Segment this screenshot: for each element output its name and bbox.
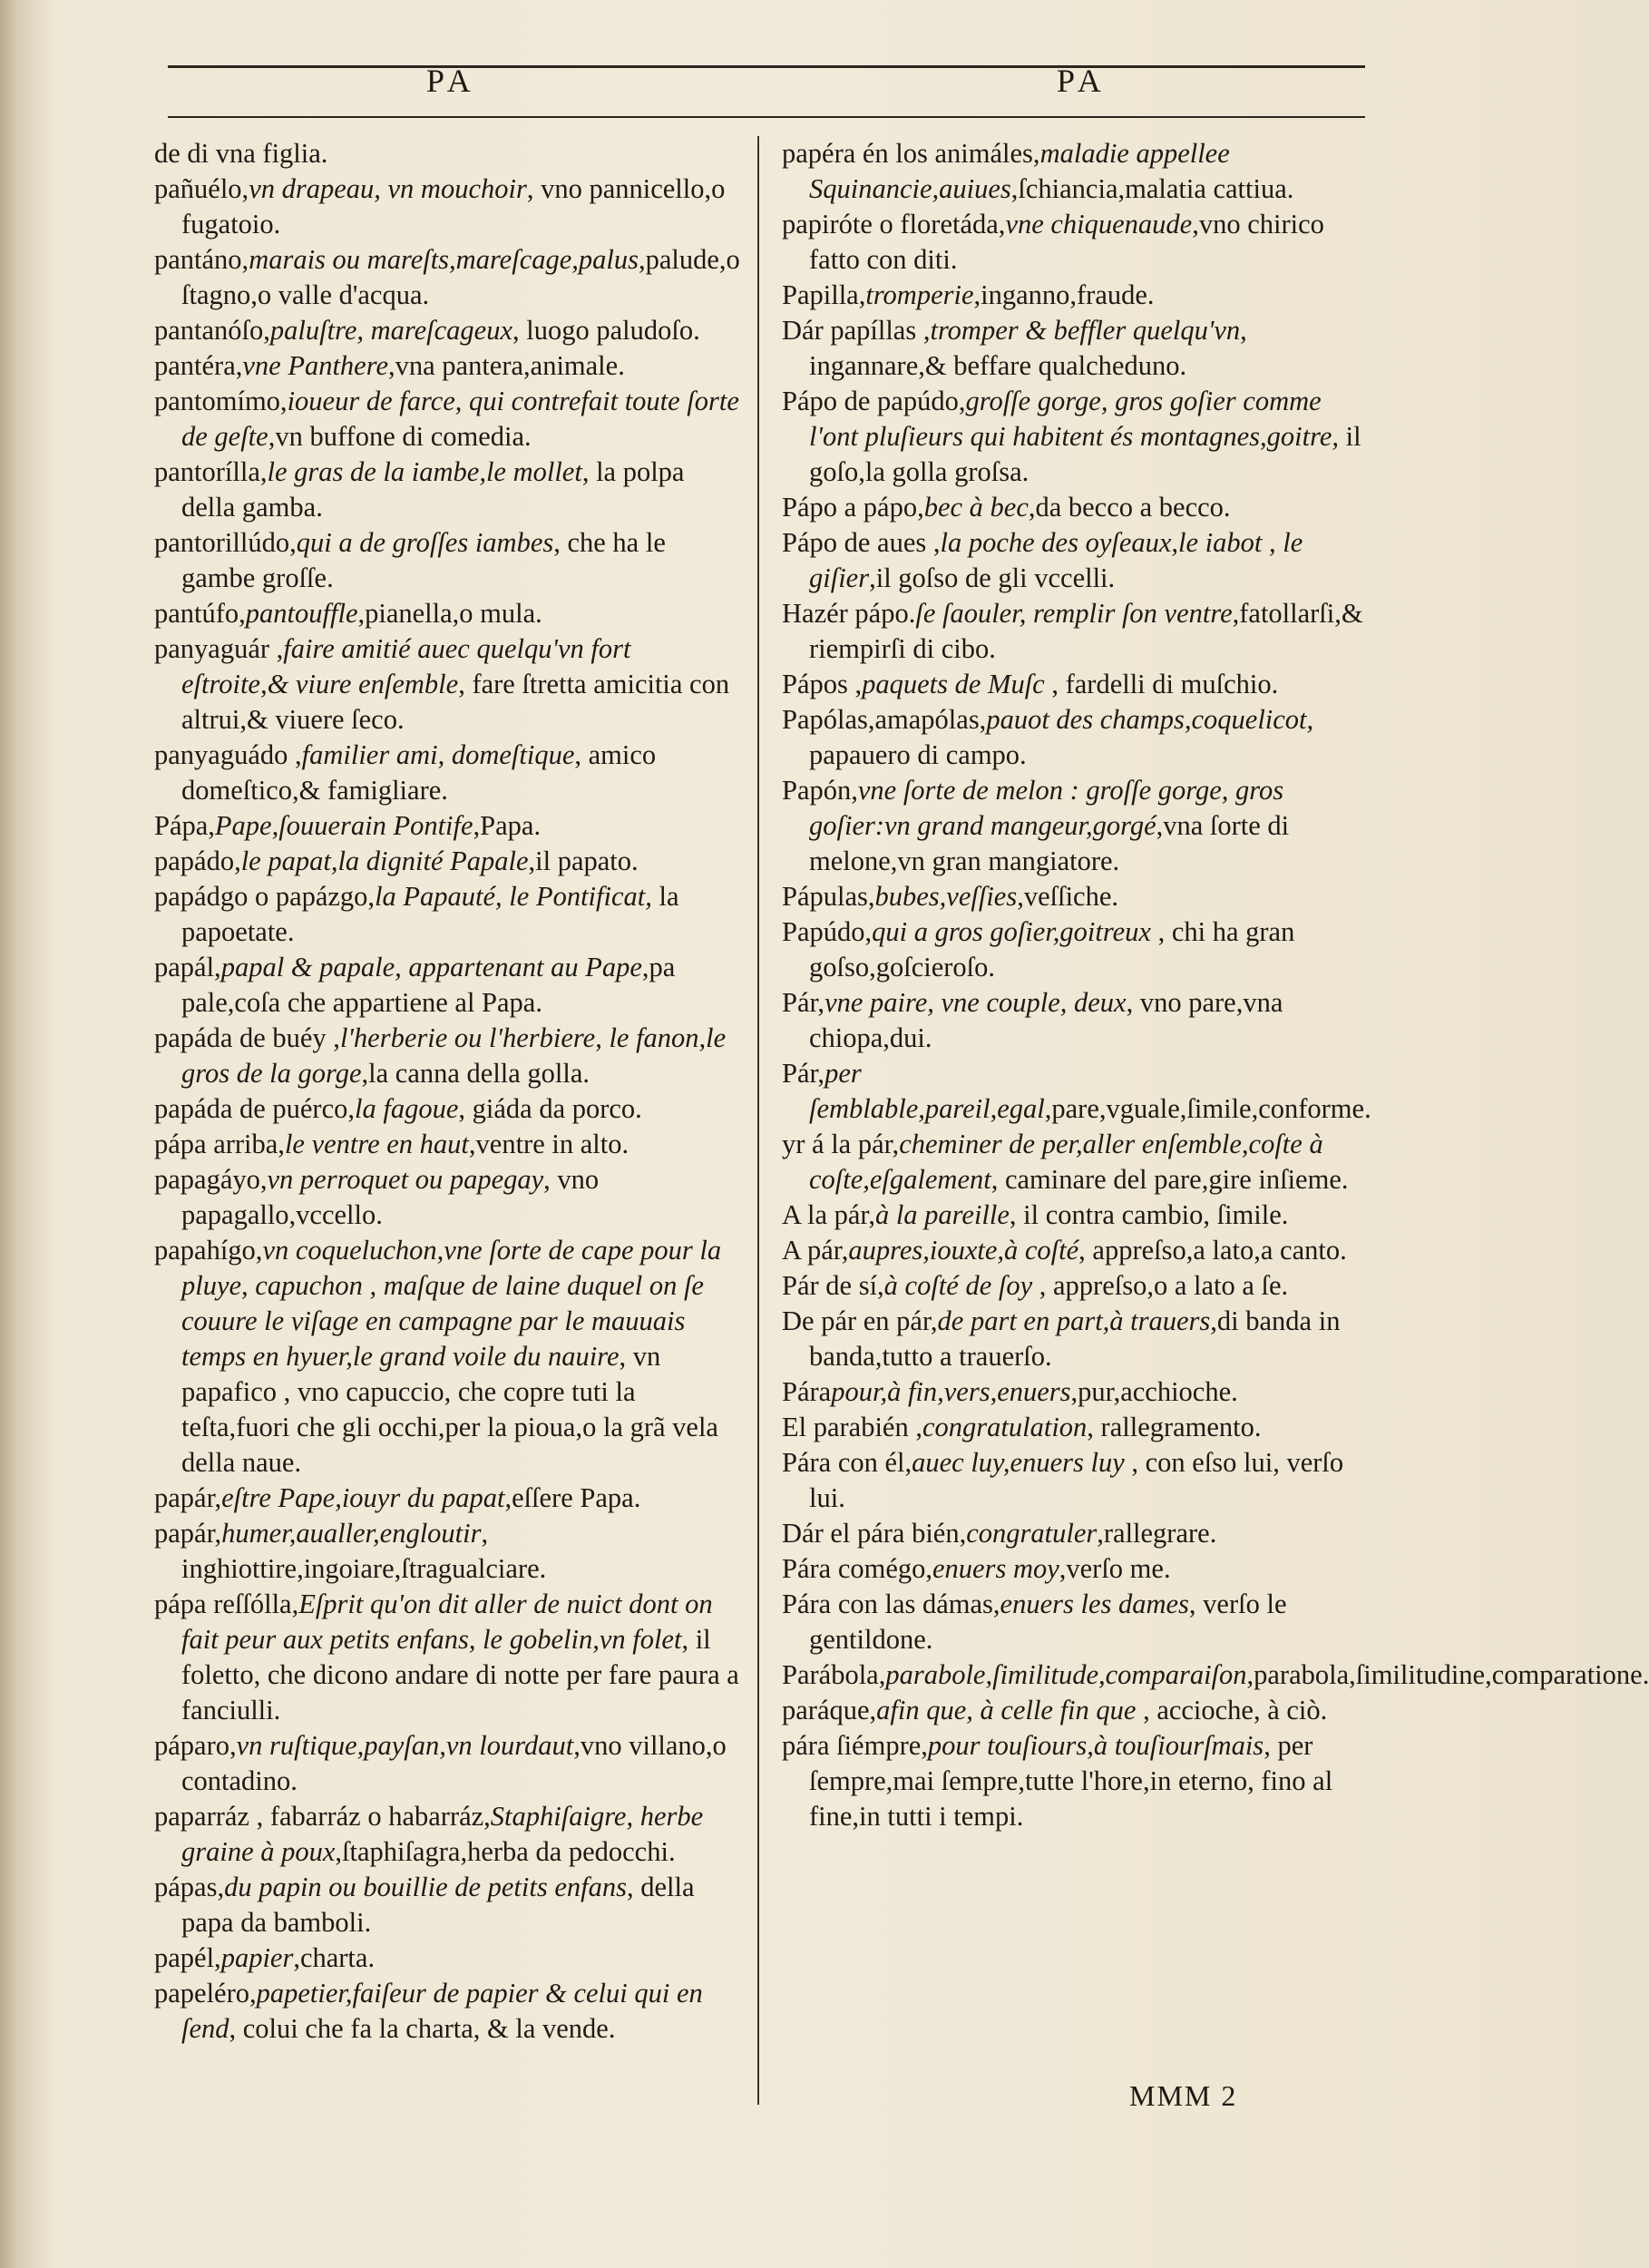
dictionary-entry bbox=[782, 879, 1371, 914]
headword: Pár de sí, bbox=[782, 1270, 884, 1301]
italian-gloss: ,vno villano,o contadino. bbox=[181, 1730, 727, 1796]
italian-gloss: ,charta. bbox=[293, 1942, 376, 1973]
dictionary-entry bbox=[154, 808, 744, 844]
italian-gloss: , vno papagallo,vccello. bbox=[181, 1164, 600, 1230]
headword: De pár en pár, bbox=[782, 1305, 938, 1336]
italian-gloss: , verſo le gentildone. bbox=[809, 1589, 1287, 1655]
french-gloss: Pape,ſouuerain Pontife bbox=[214, 810, 473, 841]
headword: Papólas,amapólas, bbox=[782, 704, 987, 735]
headword: Pápa, bbox=[154, 810, 215, 841]
french-gloss: afin que, à celle fin que bbox=[876, 1695, 1137, 1725]
french-gloss: qui a gros goſier,goitreux bbox=[872, 916, 1151, 947]
dictionary-entry bbox=[154, 1091, 744, 1127]
french-gloss: eſtre Pape,iouyr du papat bbox=[221, 1482, 505, 1513]
headword: papádo, bbox=[154, 846, 241, 876]
italian-gloss: ,ſchiancia,malatia cattiua. bbox=[1010, 173, 1294, 204]
dictionary-entry bbox=[782, 490, 1371, 525]
french-gloss: à coſté de ſoy bbox=[883, 1270, 1033, 1301]
italian-gloss: ,vna pantera,animale. bbox=[388, 350, 625, 381]
italian-gloss: ,vno chirico fatto con diti. bbox=[809, 209, 1324, 275]
dictionary-entry bbox=[154, 1127, 744, 1162]
headword: Pápos , bbox=[782, 669, 863, 699]
dictionary-entry bbox=[154, 1799, 744, 1870]
headword: Parábola, bbox=[782, 1659, 886, 1690]
headword: A la pár, bbox=[782, 1199, 875, 1230]
headword: papeléro, bbox=[154, 1978, 257, 2009]
italian-gloss: ,pa pale,coſa che appartiene al Papa. bbox=[181, 952, 676, 1018]
headword: El parabién , bbox=[782, 1412, 922, 1442]
french-gloss: le papat,la dignité Papale bbox=[240, 846, 529, 876]
headword: papár, bbox=[154, 1482, 222, 1513]
french-gloss: du papin ou bouillie de petits enfans bbox=[224, 1872, 627, 1902]
headword: pantéra, bbox=[154, 350, 243, 381]
italian-gloss: il goſo,la golla groſsa. bbox=[809, 421, 1361, 487]
french-gloss: auec luy,enuers luy bbox=[912, 1447, 1125, 1478]
italian-gloss: ,vna ſorte di melone,vn gran mangiatore. bbox=[809, 810, 1290, 876]
italian-gloss: ,ſtaphiſagra,herba da pedocchi. bbox=[335, 1836, 676, 1867]
french-gloss: vne ſorte de melon : groſſe gorge, gros goſier:vn grand mangeur,gorgé bbox=[809, 775, 1284, 841]
italian-gloss: , fardelli di muſchio. bbox=[1044, 669, 1279, 699]
french-gloss: tromperie bbox=[865, 279, 974, 310]
headword: pantorillúdo, bbox=[154, 527, 297, 558]
italian-gloss: ,pare,vguale,ſimile,conforme. bbox=[1044, 1093, 1371, 1124]
italian-gloss: , colui che fa la charta, & la vende. bbox=[229, 2013, 616, 2044]
dictionary-entry bbox=[154, 1516, 744, 1587]
dictionary-entry bbox=[154, 844, 744, 879]
dictionary-entry bbox=[154, 879, 744, 950]
dictionary-entry bbox=[154, 596, 744, 631]
dictionary-entry bbox=[154, 171, 744, 242]
french-gloss: vn drapeau, vn mouchoir bbox=[249, 173, 527, 204]
french-gloss: papal & papale, appartenant au Pape bbox=[220, 952, 642, 982]
dictionary-entry bbox=[782, 1127, 1371, 1198]
french-gloss: aupres,iouxte,à coſté bbox=[848, 1235, 1079, 1266]
dictionary-entry bbox=[782, 207, 1371, 278]
headword: Pápo de aues , bbox=[782, 527, 941, 558]
french-gloss: tromper & beffler quelqu'vn bbox=[930, 315, 1241, 346]
headword: pantanóſo, bbox=[154, 315, 270, 346]
italian-gloss: , il contra cambio, ſimile. bbox=[1009, 1199, 1289, 1230]
headword: Dár papíllas , bbox=[782, 315, 931, 346]
italian-gloss: , vno pannicello,o fugatoio. bbox=[181, 173, 726, 240]
italian-gloss: , rallegramento. bbox=[1087, 1412, 1262, 1442]
french-gloss: faire amitié auec quelqu'vn fort eſtroite,& viure enſemble bbox=[181, 633, 631, 699]
italian-gloss: ,inganno,fraude. bbox=[973, 279, 1155, 310]
headword: paparráz , fabarráz o habarráz, bbox=[154, 1801, 491, 1832]
headword: panyaguádo , bbox=[154, 739, 302, 770]
headword: pára ſiémpre, bbox=[782, 1730, 928, 1761]
french-gloss: vne Panthere bbox=[242, 350, 388, 381]
french-gloss: pauot des champs,coquelicot, bbox=[986, 704, 1314, 735]
french-gloss: Staphiſaigre, herbe graine à poux bbox=[181, 1801, 704, 1867]
french-gloss: vn ruſtique,payſan,vn lourdaut bbox=[236, 1730, 574, 1761]
french-gloss: vn perroquet ou papegay bbox=[267, 1164, 544, 1195]
right-column bbox=[782, 136, 1649, 1834]
french-gloss: Eſprit qu'on dit aller de nuict dont on fait peur aux petits enfans, le gobelin,vn folet bbox=[181, 1589, 713, 1655]
italian-gloss: ,il papato. bbox=[528, 846, 639, 876]
dictionary-entry bbox=[782, 1516, 1371, 1551]
headword: papáda de buéy , bbox=[154, 1022, 340, 1053]
italian-gloss: , per ſempre,mai ſempre,tutte l'hore,in eterno, fino al fine,in tutti i tempi. bbox=[809, 1730, 1333, 1832]
dictionary-entry bbox=[782, 1410, 1371, 1445]
italian-gloss: ,parabola,ſimilitudine,comparatione. bbox=[1246, 1659, 1649, 1690]
headword: Pára con las dámas, bbox=[782, 1589, 1000, 1619]
headword: Pár, bbox=[782, 1058, 825, 1089]
italian-gloss: , chi ha gran goſso,goſcieroſo. bbox=[809, 916, 1295, 982]
italian-gloss: ,eſſere Papa. bbox=[504, 1482, 641, 1513]
italian-gloss: ,ventre in alto. bbox=[468, 1129, 629, 1159]
header-rule bbox=[168, 116, 1365, 118]
italian-gloss: ,di banda in banda,tutto a trauerſo. bbox=[809, 1305, 1341, 1372]
dictionary-entry bbox=[782, 1233, 1371, 1268]
dictionary-entry bbox=[154, 1162, 744, 1233]
french-gloss: cheminer de per,aller enſemble,coſte à coſte,eſgalement bbox=[809, 1129, 1323, 1195]
italian-gloss: , che ha le gambe groſſe. bbox=[181, 527, 666, 593]
french-gloss: congratulation bbox=[922, 1412, 1088, 1442]
dictionary-entry bbox=[782, 702, 1371, 773]
italian-gloss: , amico domeſtico,& famigliare. bbox=[181, 739, 657, 806]
headword: papél, bbox=[154, 1942, 221, 1973]
italian-gloss: , fare ſtretta amicitia con altrui,& viuere ſeco. bbox=[181, 669, 730, 735]
dictionary-entry bbox=[782, 1587, 1371, 1657]
french-gloss: qui a de groſſes iambes bbox=[296, 527, 554, 558]
italian-gloss: , accioche, à ciò. bbox=[1136, 1695, 1328, 1725]
italian-gloss: , luogo paludoſo. bbox=[512, 315, 700, 346]
headword: Pára con él, bbox=[782, 1447, 912, 1478]
french-gloss: familier ami, domeſtique bbox=[301, 739, 575, 770]
italian-gloss: ,veſſiche. bbox=[1017, 881, 1118, 912]
headword: Papón, bbox=[782, 775, 858, 806]
french-gloss: enuers les dames bbox=[1000, 1589, 1189, 1619]
italian-gloss: , inghiottire,ingoiare,ſtragualciare. bbox=[181, 1518, 547, 1584]
entry-text: de di vna figlia. bbox=[154, 138, 328, 169]
french-gloss: la fagoue bbox=[355, 1093, 459, 1124]
french-gloss: à la pareille bbox=[874, 1199, 1010, 1230]
dictionary-entry bbox=[782, 773, 1371, 879]
french-gloss: papier bbox=[220, 1942, 294, 1973]
french-gloss: vne chiquenaude bbox=[1005, 209, 1193, 240]
french-gloss: maladie appellee Squinancie,auiues bbox=[809, 138, 1230, 204]
italian-gloss: ,pianella,o mula. bbox=[357, 598, 542, 629]
dictionary-entry bbox=[154, 738, 744, 808]
dictionary-entry bbox=[154, 1587, 744, 1728]
dictionary-entry bbox=[782, 596, 1371, 667]
dictionary-entry bbox=[154, 242, 744, 313]
dictionary-entry bbox=[154, 1870, 744, 1941]
running-head-right: PA bbox=[1057, 63, 1107, 99]
italian-gloss: , appreſso,o a lato a ſe. bbox=[1032, 1270, 1289, 1301]
french-gloss: papetier,faiſeur de papier & celui qui en ſend bbox=[181, 1978, 703, 2044]
dictionary-entry bbox=[782, 1445, 1371, 1516]
french-gloss: vne paire, vne couple, deux bbox=[824, 987, 1127, 1018]
headword: pantomímo, bbox=[154, 386, 288, 416]
french-gloss: de part en part,à trauers bbox=[937, 1305, 1211, 1336]
dictionary-entry bbox=[154, 1481, 744, 1516]
headword: pantúfo, bbox=[154, 598, 246, 629]
french-gloss: congratuler bbox=[966, 1518, 1098, 1549]
dictionary-entry bbox=[154, 1728, 744, 1799]
headword: yr á la pár, bbox=[782, 1129, 900, 1159]
italian-gloss: ,vn buffone di comedia. bbox=[268, 421, 532, 452]
running-head-left: PA bbox=[426, 63, 476, 99]
french-gloss: pour,à fin,vers,enuers bbox=[831, 1376, 1071, 1407]
headword: papáda de puérco, bbox=[154, 1093, 356, 1124]
french-gloss: per ſemblable,pareil,egal bbox=[809, 1058, 1045, 1124]
headword: Dár el pára bién, bbox=[782, 1518, 967, 1549]
italian-gloss: ,pur,acchioche. bbox=[1070, 1376, 1238, 1407]
dictionary-entry bbox=[154, 631, 744, 738]
italian-gloss: , appreſso,a lato,a canto. bbox=[1078, 1235, 1347, 1266]
dictionary-entry bbox=[782, 667, 1371, 702]
headword: pápa arriba, bbox=[154, 1129, 285, 1159]
italian-gloss: ,palude,o ſtagno,o valle d'acqua. bbox=[181, 244, 740, 310]
french-gloss: le gras de la iambe,le mollet bbox=[267, 456, 582, 487]
italian-gloss: ,Papa. bbox=[473, 810, 542, 841]
french-gloss: ioueur de farce, qui contrefait toute ſorte de geſte bbox=[181, 386, 739, 452]
french-gloss: paquets de Muſc bbox=[862, 669, 1045, 699]
top-rule bbox=[168, 65, 1365, 68]
headword: pantáno, bbox=[154, 244, 249, 275]
headword: pápa reſſólla, bbox=[154, 1589, 299, 1619]
french-gloss: le ventre en haut bbox=[284, 1129, 469, 1159]
dictionary-entry bbox=[782, 1551, 1371, 1587]
italian-gloss: ,rallegrare. bbox=[1097, 1518, 1217, 1549]
dictionary-entry bbox=[782, 525, 1371, 596]
headword: pantorílla, bbox=[154, 456, 268, 487]
headword: Pápo de papúdo, bbox=[782, 386, 966, 416]
dictionary-entry bbox=[782, 985, 1371, 1056]
headword: Pára bbox=[782, 1376, 832, 1407]
headword: paráque, bbox=[782, 1695, 877, 1725]
dictionary-entry bbox=[782, 914, 1371, 985]
signature-mark: MMM 2 bbox=[1129, 2079, 1238, 2112]
french-gloss: la Papauté, le Pontificat, bbox=[375, 881, 652, 912]
headword: papál, bbox=[154, 952, 221, 982]
headword: pañuélo, bbox=[154, 173, 249, 204]
french-gloss: marais ou mareſts,mareſcage,palus bbox=[249, 244, 639, 275]
french-gloss: l'herberie ou l'herbiere, le fanon,le gros de la gorge bbox=[181, 1022, 727, 1089]
italian-gloss: ,da becco a becco. bbox=[1028, 492, 1231, 523]
dictionary-entry bbox=[782, 1693, 1371, 1728]
french-gloss: paluſtre, mareſcageux bbox=[269, 315, 512, 346]
french-gloss: la poche des oyſeaux,le iabot , le giſier bbox=[809, 527, 1303, 593]
headword: papár, bbox=[154, 1518, 222, 1549]
dictionary-entry bbox=[782, 1304, 1371, 1374]
italian-gloss: , ingannare,& beffare qualcheduno. bbox=[809, 315, 1247, 381]
italian-gloss: papauero di campo. bbox=[809, 739, 1027, 770]
french-gloss: bubes,veſſies bbox=[874, 881, 1018, 912]
dictionary-entry bbox=[782, 313, 1371, 384]
headword: pápas, bbox=[154, 1872, 225, 1902]
dictionary-entry bbox=[154, 525, 744, 596]
dictionary-entry bbox=[782, 1268, 1371, 1304]
headword: papagáyo, bbox=[154, 1164, 268, 1195]
headword: A pár, bbox=[782, 1235, 849, 1266]
left-column bbox=[154, 136, 744, 2047]
dictionary-entry bbox=[154, 348, 744, 384]
dictionary-entry bbox=[154, 1021, 744, 1091]
headword: papahígo, bbox=[154, 1235, 263, 1266]
italian-gloss: la papoetate. bbox=[181, 881, 679, 947]
dictionary-entry bbox=[154, 313, 744, 348]
headword: Hazér pápo. bbox=[782, 598, 916, 629]
dictionary-entry bbox=[782, 1198, 1371, 1233]
french-gloss: pour touſiours,à touſiourſmais bbox=[927, 1730, 1264, 1761]
french-gloss: parabole,ſimilitude,comparaiſon bbox=[885, 1659, 1247, 1690]
headword: panyaguár , bbox=[154, 633, 284, 664]
headword: papádgo o papázgo, bbox=[154, 881, 376, 912]
dictionary-entry bbox=[782, 1657, 1649, 1693]
italian-gloss: , caminare del pare,gire inſieme. bbox=[990, 1164, 1349, 1195]
dictionary-entry bbox=[782, 1056, 1371, 1127]
french-gloss: humer,aualler,engloutir bbox=[221, 1518, 482, 1549]
italian-gloss: , il foletto, che dicono andare di notte per fare paura a fanciulli. bbox=[181, 1624, 739, 1725]
dictionary-entry bbox=[154, 455, 744, 525]
dictionary-entry bbox=[154, 384, 744, 455]
dictionary-entry bbox=[154, 950, 744, 1021]
headword: Pára comégo, bbox=[782, 1553, 932, 1584]
dictionary-entry bbox=[782, 278, 1371, 313]
dictionary-entry bbox=[154, 1233, 744, 1481]
italian-gloss: , della papa da bamboli. bbox=[181, 1872, 695, 1938]
headword: Papilla, bbox=[782, 279, 866, 310]
headword: páparo, bbox=[154, 1730, 237, 1761]
french-gloss: pantouffle bbox=[245, 598, 358, 629]
italian-gloss: , con eſso lui, verſo lui. bbox=[809, 1447, 1344, 1513]
dictionary-entry bbox=[154, 1976, 744, 2047]
french-gloss: bec à bec bbox=[923, 492, 1029, 523]
french-gloss: vn coqueluchon,vne ſorte de cape pour la pluye, capuchon , maſque de laine duquel on ſe couure le viſage en campagne par le mauuais temps en hyuer,le grand voile du nauire bbox=[181, 1235, 722, 1372]
headword: Pápo a pápo, bbox=[782, 492, 924, 523]
italian-gloss: ,la canna della golla. bbox=[361, 1058, 590, 1089]
french-gloss: enuers moy bbox=[932, 1553, 1059, 1584]
dictionary-entry bbox=[154, 1941, 744, 1976]
dictionary-entry bbox=[782, 1728, 1371, 1834]
italian-gloss: ,il goſso de gli vccelli. bbox=[869, 562, 1116, 593]
headword: Papúdo, bbox=[782, 916, 873, 947]
italian-gloss: ,fatollarſi,& riempirſi di cibo. bbox=[809, 598, 1363, 664]
french-gloss: groſſe gorge, gros goſier comme l'ont pluſieurs qui habitent és montagnes,goitre, bbox=[809, 386, 1340, 452]
french-gloss: ſe ſaouler, remplir ſon ventre bbox=[915, 598, 1233, 629]
dictionary-entry bbox=[782, 384, 1371, 490]
italian-gloss: ,verſo me. bbox=[1059, 1553, 1171, 1584]
dictionary-entry bbox=[782, 136, 1371, 207]
italian-gloss: , giáda da porco. bbox=[458, 1093, 642, 1124]
headword: Pápulas, bbox=[782, 881, 875, 912]
headword: papiróte o floretáda, bbox=[782, 209, 1006, 240]
column-divider bbox=[757, 136, 759, 2105]
dictionary-entry bbox=[154, 136, 744, 171]
headword: papéra én los animáles, bbox=[782, 138, 1040, 169]
italian-gloss: , la polpa della gamba. bbox=[181, 456, 685, 523]
italian-gloss: , vno pare,vna chiopa,dui. bbox=[809, 987, 1283, 1053]
italian-gloss: , vn papafico , vno capuccio, che copre tuti la teſta,fuori che gli occhi,per la pioua,o la grã vela della naue. bbox=[181, 1341, 718, 1478]
dictionary-entry bbox=[782, 1374, 1371, 1410]
headword: Pár, bbox=[782, 987, 825, 1018]
